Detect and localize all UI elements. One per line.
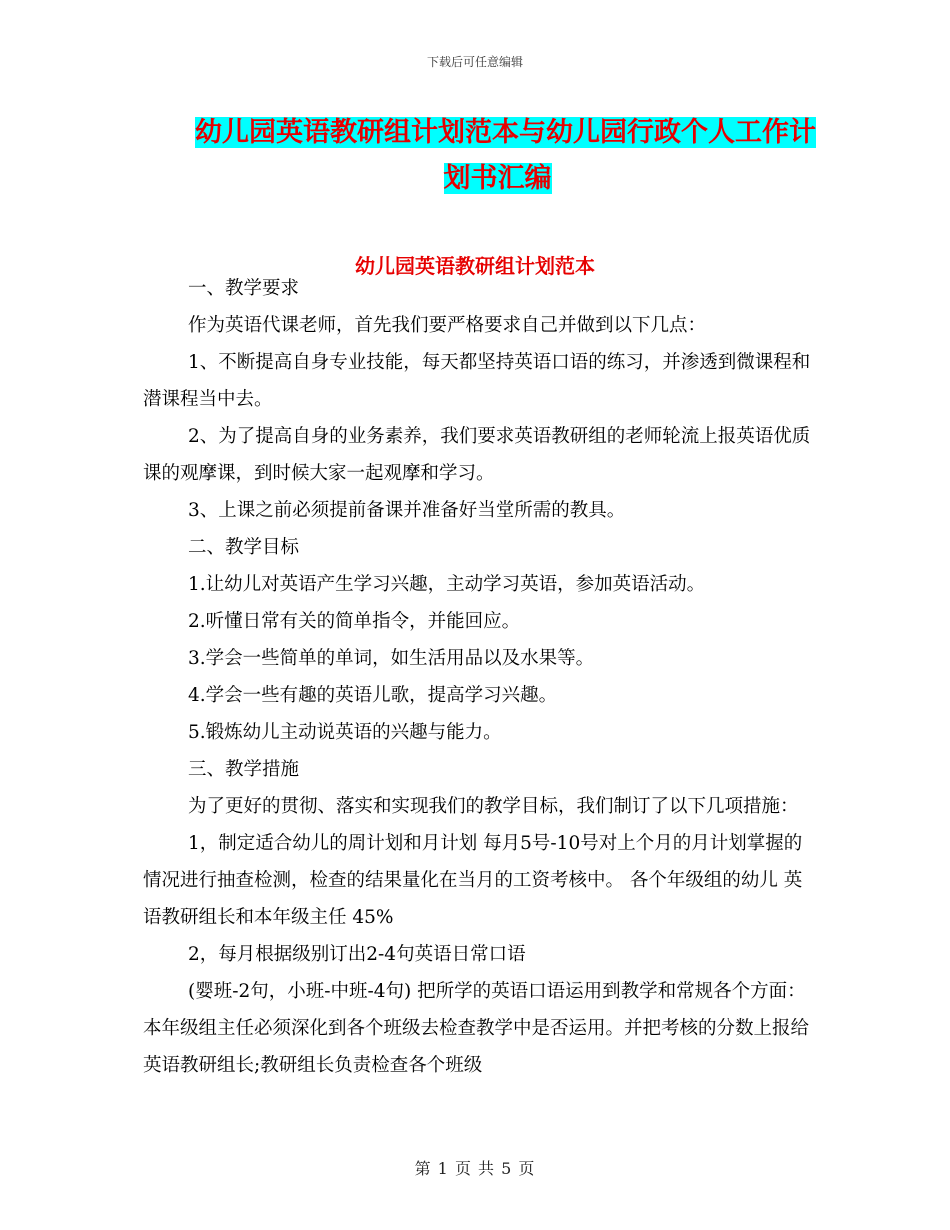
- list-item: 2.听懂日常有关的简单指令，并能回应。: [188, 611, 521, 632]
- paragraph: 1、不断提高自身专业技能，每天都坚持英语口语的练习，并渗透到微课程和潜课程当中去。: [143, 352, 811, 410]
- paragraph: 3、上课之前必须提前备课并准备好当堂所需的教具。: [188, 500, 626, 521]
- paragraph: 2，每月根据级别订出2-4句英语日常口语: [188, 944, 526, 965]
- page-header-note: 下载后可任意编辑: [426, 55, 523, 69]
- paragraph: 2、为了提高自身的业务素养，我们要求英语教研组的老师轮流上报英语优质课的观摩课，到时候大家一起观摩和学习。: [143, 426, 811, 484]
- heading-teaching-requirements: 一、教学要求: [188, 278, 300, 299]
- paragraph: 为了更好的贯彻、落实和实现我们的教学目标，我们制订了以下几项措施：: [188, 796, 799, 817]
- list-item: 4.学会一些有趣的英语儿歌，提高学习兴趣。: [188, 685, 558, 706]
- paragraph: 作为英语代课老师，首先我们要严格要求自己并做到以下几点：: [188, 315, 707, 336]
- list-item: 3.学会一些简单的单词，如生活用品以及水果等。: [188, 648, 595, 669]
- paragraph: 1，制定适合幼儿的周计划和月计划 每月5号-10号对上个月的月计划掌握的情况进行抽查检测，检查的结果量化在当月的工资考核中。 各个年级组的幼儿 英语教研组长和本年级主任 45%: [143, 833, 803, 928]
- document-body: [143, 270, 813, 1084]
- title-highlight-1: 幼儿园英语教研组计划范本与幼儿园行政个人工作计: [195, 117, 816, 148]
- section-heading: 幼儿园英语教研组计划范本: [355, 254, 595, 278]
- document-title: [195, 110, 815, 202]
- page-number: 第 1 页 共 5 页: [414, 1159, 536, 1178]
- paragraph: (婴班-2句，小班-中班-4句) 把所学的英语口语运用到教学和常规各个方面：本年级组主任必须深化到各个班级去检查教学中是否运用。并把考核的分数上报给英语教研组长;教研组长负责检查各个班级: [143, 981, 810, 1076]
- list-item: 1.让幼儿对英语产生学习兴趣，主动学习英语，参加英语活动。: [188, 574, 706, 595]
- document-title-line-2: [195, 156, 800, 202]
- document-title-line-1: [195, 110, 815, 156]
- heading-teaching-goals: 二、教学目标: [188, 537, 300, 558]
- list-item: 5.锻炼幼儿主动说英语的兴趣与能力。: [188, 722, 502, 743]
- heading-teaching-measures: 三、教学措施: [188, 759, 300, 780]
- title-highlight-2: 划书汇编: [443, 163, 552, 194]
